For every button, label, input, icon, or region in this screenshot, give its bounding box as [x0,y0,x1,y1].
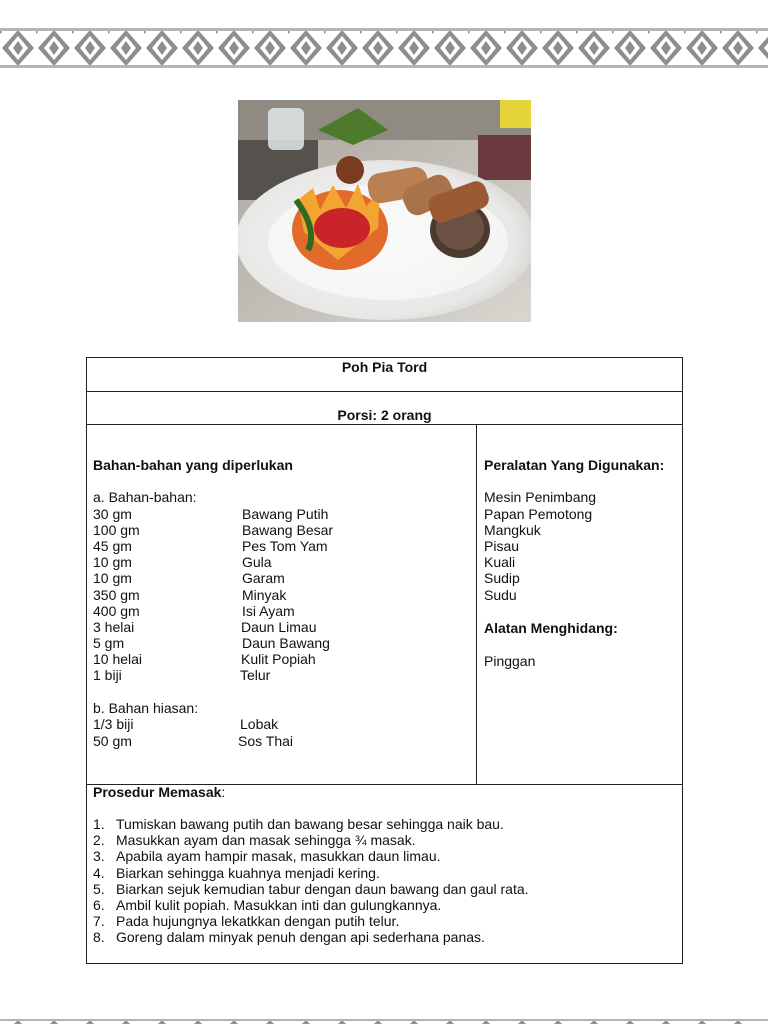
procedure-heading [93,784,225,800]
ingredient-name: Daun Limau [241,619,317,635]
equipment-item: Mesin Penimbang [484,489,597,505]
dish-photo [238,100,531,322]
recipe-table [86,357,683,964]
garnish-qty: 1/3 biji [93,716,134,732]
step-number: 2. [93,832,105,849]
equipment-item: Sudu [484,587,517,603]
procedure-step [93,929,529,945]
ingredient-name: Kulit Popiah [241,651,316,667]
serving-size: Porsi: 2 orang [337,407,432,423]
equipment-item: Pisau [484,538,520,554]
step-text: Pada hujungnya lekatkkan dengan putih telur. [116,913,400,930]
procedure-step [93,897,529,913]
ingredient-name: Minyak [242,587,287,603]
ingredient-name: Bawang Besar [242,522,334,538]
step-number: 8. [93,929,105,946]
section-a-label: a. Bahan-bahan: [93,489,197,505]
ingredient-qty: 10 gm [93,554,132,570]
step-number: 3. [93,848,105,865]
ingredients-heading: Bahan-bahan yang diperlukan [93,457,293,473]
ingredient-qty: 30 gm [93,506,132,522]
step-number: 7. [93,913,105,930]
procedure-step [93,816,529,832]
step-number: 5. [93,880,105,897]
procedure-heading-text: Prosedur Memasak [93,784,222,800]
garnish-qty: 50 gm [93,733,132,749]
ingredient-name: Garam [242,570,285,586]
section-b-label: b. Bahan hiasan: [93,700,199,716]
step-text: Goreng dalam minyak penuh dengan api sederhana panas. [116,929,485,946]
step-text: Ambil kulit popiah. Masukkan inti dan gulungkannya. [116,896,442,913]
ingredient-qty: 45 gm [93,538,132,554]
equipment-item: Kuali [484,554,516,570]
procedure-step [93,865,529,881]
divider [87,424,682,425]
step-text: Apabila ayam hampir masak, masukkan daun limau. [116,848,441,865]
decorative-border-bottom [0,1015,768,1024]
ingredient-qty: 5 gm [93,635,125,651]
procedure-step [93,913,529,929]
procedure-step [93,848,529,864]
ingredient-name: Isi Ayam [242,603,295,619]
equipment-item: Sudip [484,570,520,586]
step-number: 1. [93,816,105,832]
serving-equipment-heading: Alatan Menghidang: [484,620,618,636]
ingredient-qty: 10 helai [93,651,143,667]
step-number: 4. [93,864,105,881]
ingredient-qty: 350 gm [93,587,140,603]
divider [87,391,682,392]
garnish-name: Sos Thai [238,733,293,749]
procedure-steps [93,816,529,946]
ingredient-name: Pes Tom Yam [242,538,328,554]
column-divider [476,424,477,784]
step-number: 6. [93,896,105,913]
procedure-step [93,832,529,848]
ingredient-qty: 1 biji [93,667,122,683]
recipe-title: Poh Pia Tord [341,359,428,375]
ingredient-name: Gula [242,554,272,570]
garnish-name: Lobak [240,716,279,732]
ingredient-name: Bawang Putih [242,506,329,522]
decorative-border-top [0,28,768,68]
ingredient-qty: 100 gm [93,522,140,538]
serving-equipment-item: Pinggan [484,653,536,669]
step-text: Biarkan sejuk kemudian tabur dengan daun bawang dan gaul rata. [116,880,529,897]
step-text: Tumiskan bawang putih dan bawang besar sehingga naik bau. [116,816,504,832]
ingredient-qty: 400 gm [93,603,140,619]
equipment-item: Papan Pemotong [484,506,593,522]
ingredient-qty: 3 helai [93,619,135,635]
ingredient-qty: 10 gm [93,570,132,586]
procedure-step [93,881,529,897]
procedure-heading-colon: : [221,784,226,800]
ingredient-name: Daun Bawang [242,635,330,651]
equipment-heading: Peralatan Yang Digunakan: [484,457,665,473]
equipment-item: Mangkuk [484,522,541,538]
ingredient-name: Telur [240,667,271,683]
step-text: Masukkan ayam dan masak sehingga ¾ masak. [116,832,416,849]
step-text: Biarkan sehingga kuahnya menjadi kering. [116,864,380,881]
